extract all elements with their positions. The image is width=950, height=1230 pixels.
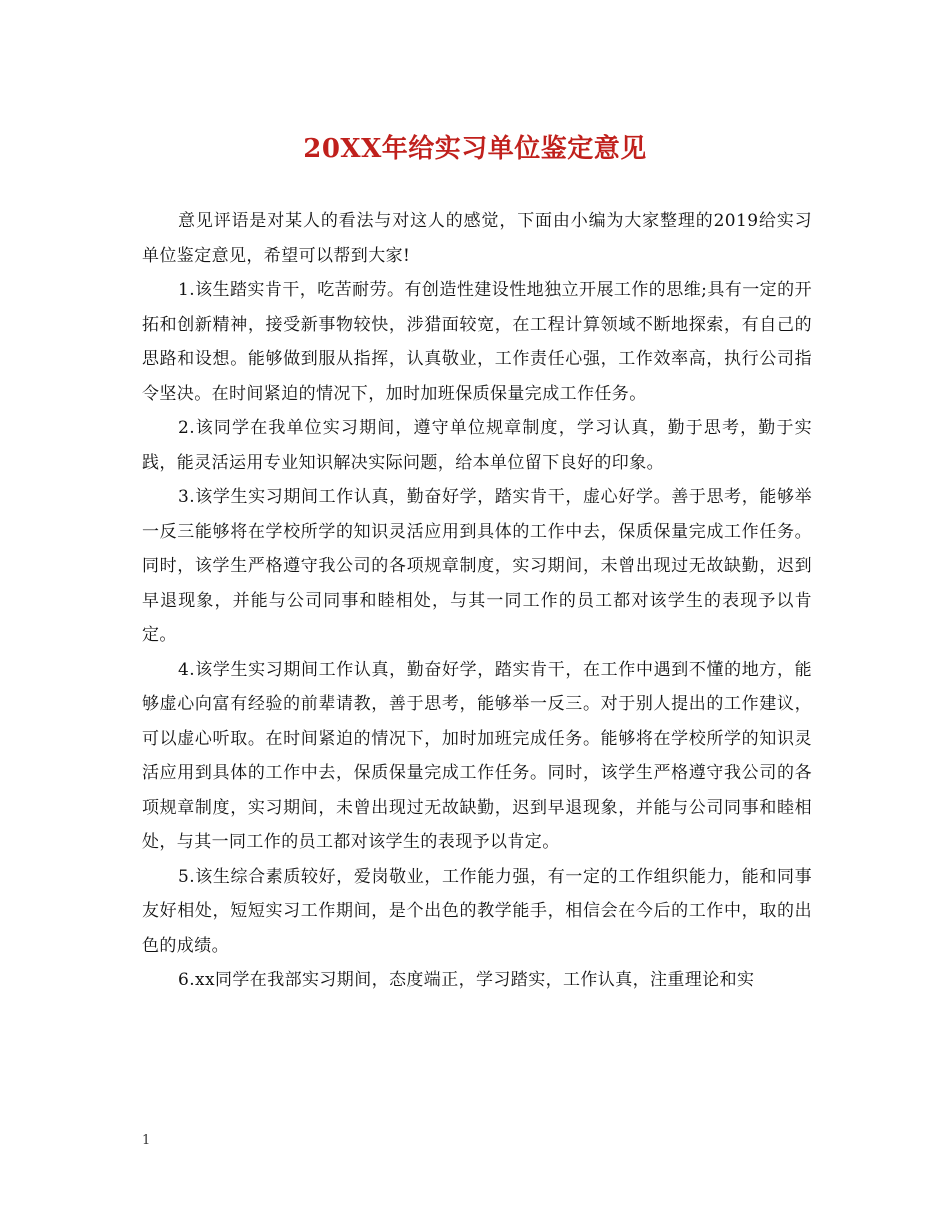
paragraph-intro: 意见评语是对某人的看法与对这人的感觉，下面由小编为大家整理的2019给实习单位鉴定意见，希望可以帮到大家! (142, 211, 812, 266)
paragraph-item-1: 1.该生踏实肯干，吃苦耐劳。有创造性建设性地独立开展工作的思维;具有一定的开拓和创新精神，接受新事物较快，涉猎面较宽，在工程计算领域不断地探索，有自己的思路和设想。能够做到服从指挥，认真敬业，工作责任心强，工作效率高，执行公司指令坚决。在时间紧迫的情况下，加时加班保质保量完成工作任务。 (142, 280, 812, 404)
paragraph-item-2: 2.该同学在我单位实习期间，遵守单位规章制度，学习认真，勤于思考，勤于实践，能灵活运用专业知识解决实际问题，给本单位留下良好的印象。 (142, 418, 812, 473)
paragraph-item-4: 4.该学生实习期间工作认真，勤奋好学，踏实肯干，在工作中遇到不懂的地方，能够虚心向富有经验的前辈请教，善于思考，能够举一反三。对于别人提出的工作建议，可以虚心听取。在时间紧迫的情况下，加时加班完成任务。能够将在学校所学的知识灵活应用到具体的工作中去，保质保量完成工作任务。同时，该学生严格遵守我公司的各项规章制度，实习期间，未曾出现过无故缺勤，迟到早退现象，并能与公司同事和睦相处，与其一同工作的员工都对该学生的表现予以肯定。 (142, 659, 812, 852)
document-body (142, 204, 812, 998)
paragraph-item-5: 5.该生综合素质较好，爱岗敬业，工作能力强，有一定的工作组织能力，能和同事友好相处，短短实习工作期间，是个出色的教学能手，相信会在今后的工作中，取的出色的成绩。 (142, 866, 812, 956)
page-number: 1 (142, 1133, 151, 1148)
paragraph-item-3: 3.该学生实习期间工作认真，勤奋好学，踏实肯干，虚心好学。善于思考，能够举一反三能够将在学校所学的知识灵活应用到具体的工作中去，保质保量完成工作任务。同时，该学生严格遵守我公司的各项规章制度，实习期间，未曾出现过无故缺勤，迟到早退现象，并能与公司同事和睦相处，与其一同工作的员工都对该学生的表现予以肯定。 (142, 487, 812, 645)
document-title: 20XX年给实习单位鉴定意见 (303, 134, 647, 164)
paragraph-item-6: 6.xx同学在我部实习期间，态度端正，学习踏实，工作认真，注重理论和实 (178, 970, 755, 990)
